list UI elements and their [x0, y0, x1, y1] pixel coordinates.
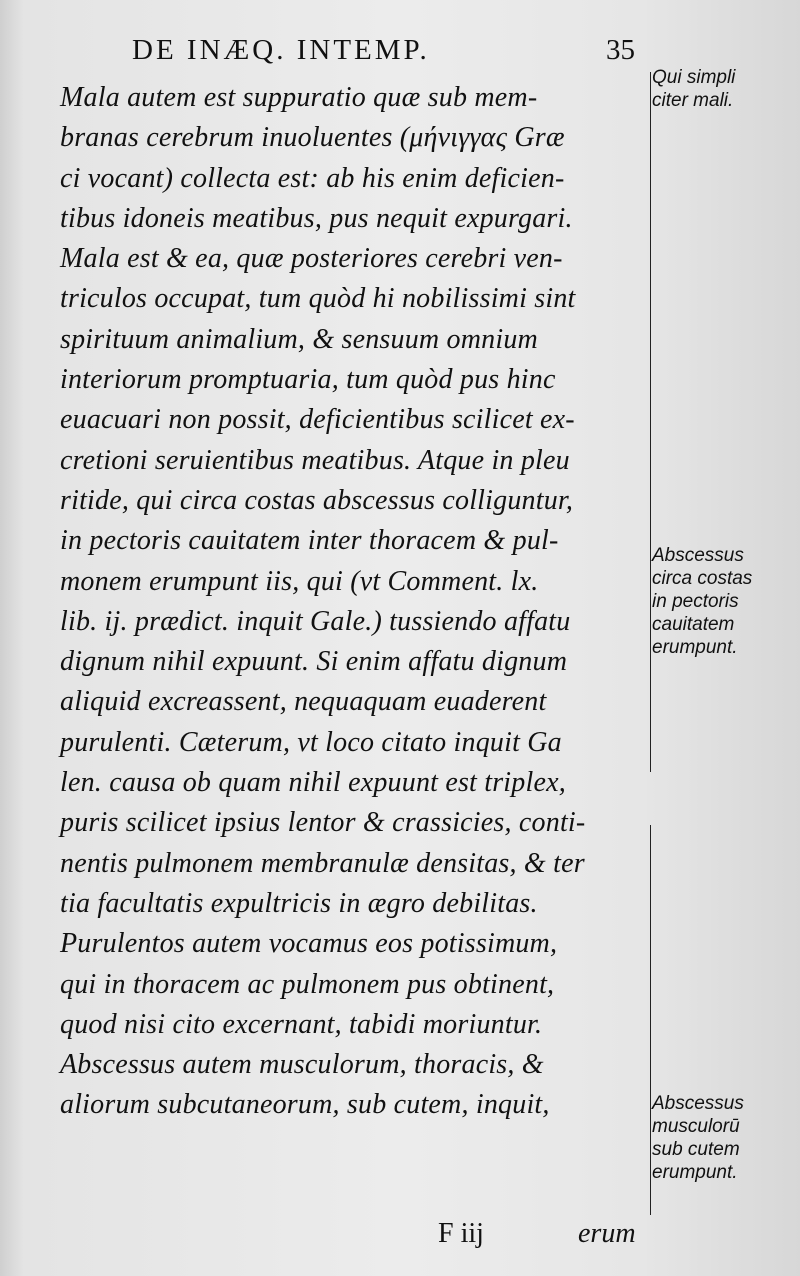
margin-note-line: citer mali. [652, 90, 734, 111]
page-number: 35 [606, 34, 635, 66]
margin-note [652, 544, 797, 659]
text-line: aliquid excreassent, nequaquam euaderent [60, 686, 547, 718]
running-head: DE INÆQ. INTEMP. [132, 34, 430, 66]
margin-note [652, 1092, 797, 1184]
margin-note-line: cauitatem [652, 614, 735, 635]
margin-note-line: sub cutem [652, 1139, 740, 1160]
text-line: cretioni seruientibus meatibus. Atque in pleu [60, 444, 570, 476]
text-line: interiorum promptuaria, tum quòd pus hinc [60, 364, 556, 396]
text-line: Mala est & ea, quæ posteriores cerebri ven- [60, 243, 563, 275]
signature-mark: F iij [438, 1218, 484, 1249]
margin-note-line: Abscessus [652, 545, 744, 566]
text-line: branas cerebrum inuoluentes (μήνιγγας Græ [60, 122, 565, 154]
margin-note-line: Abscessus [652, 1093, 744, 1114]
margin-note-line: circa costas [652, 568, 753, 589]
text-line: lib. ij. prædict. inquit Gale.) tussiendo affatu [60, 605, 571, 637]
text-line: ritide, qui circa costas abscessus colliguntur, [60, 484, 574, 516]
text-line: Purulentos autem vocamus eos potissimum, [60, 928, 558, 960]
text-line: ci vocant) collecta est: ab his enim deficien- [60, 162, 565, 194]
margin-rule [650, 72, 651, 772]
text-line: triculos occupat, tum quòd hi nobilissimi sint [60, 283, 576, 315]
margin-note-line: in pectoris [652, 591, 739, 612]
margin-note-line: Qui simpli [652, 67, 736, 88]
text-line: purulenti. Cæterum, vt loco citato inquit Ga [60, 726, 562, 758]
text-line: tibus idoneis meatibus, pus nequit expurgari. [60, 202, 573, 234]
margin-note-line: erumpunt. [652, 637, 738, 658]
text-line: spirituum animalium, & sensuum omnium [60, 323, 538, 355]
text-line: dignum nihil expuunt. Si enim affatu dignum [60, 646, 568, 678]
main-text-block [60, 78, 650, 1126]
margin-note-line: musculorū [652, 1116, 740, 1137]
text-line: monem erumpunt iis, qui (vt Comment. lx. [60, 565, 539, 597]
text-line: Abscessus autem musculorum, thoracis, & [60, 1049, 544, 1081]
text-line: Mala autem est suppuratio quæ sub mem- [60, 82, 538, 113]
margin-note-line: erumpunt. [652, 1162, 738, 1183]
page-footer [0, 1218, 800, 1258]
page-header [70, 32, 635, 72]
text-line: qui in thoracem ac pulmonem pus obtinent, [60, 968, 555, 1000]
text-line: euacuari non possit, deficientibus scilicet ex- [60, 404, 575, 436]
text-line: quod nisi cito excernant, tabidi moriuntur. [60, 1008, 543, 1040]
margin-rule [650, 825, 651, 1215]
text-line: tia facultatis expultricis in ægro debilitas. [60, 887, 538, 919]
catchword: erum [578, 1218, 636, 1249]
text-line: in pectoris cauitatem inter thoracem & pul- [60, 525, 559, 557]
margin-note [652, 66, 797, 112]
text-line: puris scilicet ipsius lentor & crassicies, conti- [60, 807, 586, 839]
text-line: aliorum subcutaneorum, sub cutem, inquit, [60, 1089, 550, 1121]
text-line: len. causa ob quam nihil expuunt est triplex, [60, 767, 566, 799]
text-line: nentis pulmonem membranulæ densitas, & ter [60, 847, 585, 879]
